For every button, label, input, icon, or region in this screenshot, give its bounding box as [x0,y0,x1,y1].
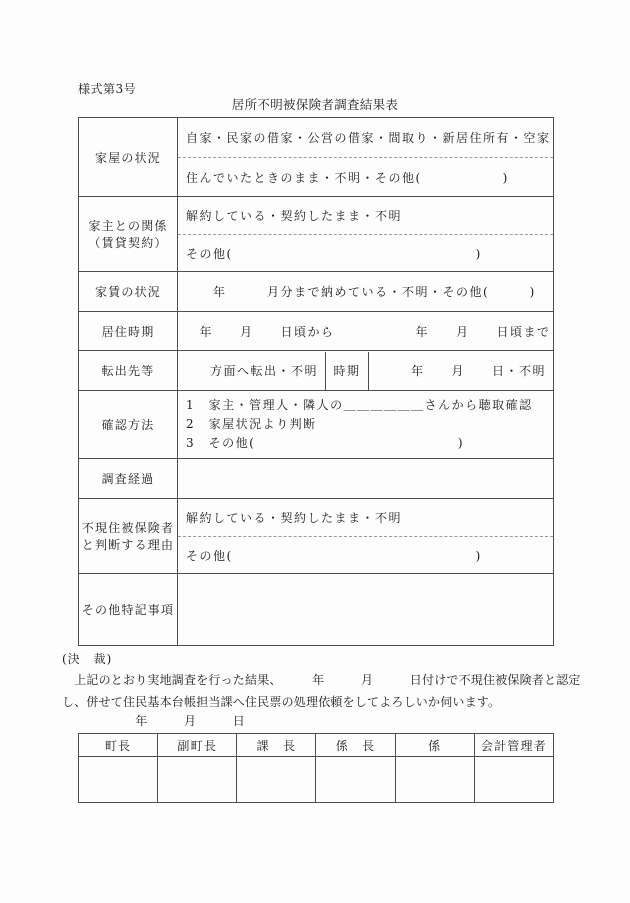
house-condition-state: 住んでいたときのまま・不明・その他( ) [178,157,553,196]
approval-header-accounting-manager: 会計管理者 [474,734,553,757]
approval-header-mayor: 町長 [79,734,158,757]
confirmation-method-item-3: 3 その他( ) [186,436,464,450]
approval-header-section-chief: 課 長 [237,734,316,757]
row-value-survey-progress [178,459,554,499]
landlord-relation-other: その他( ) [178,234,553,271]
row-label-house-condition: 家屋の状況 [79,118,178,197]
row-label-moveout-destination: 転出先等 [79,351,178,391]
moveout-direction-cell: 方面へ転出・不明 [178,352,326,390]
rent-status-options: 年 月分まで納めている・不明・その他( ) [186,285,536,299]
approval-signature-cell [316,757,395,803]
approval-signature-cell [158,757,237,803]
row-value-confirmation-method [178,391,554,459]
approval-signature-cell [395,757,474,803]
residence-period-dates: 年 月 日頃から 年 月 日頃まで [186,324,551,339]
approval-header-staff: 係 [395,734,474,757]
approval-signature-cell [79,757,158,803]
row-label-non-resident-reason [79,499,178,574]
row-value-other-notes [178,574,554,646]
non-resident-reason-label-line1: 不現住被保険者 [81,521,175,535]
approval-section-heading: (決 裁) [62,652,113,666]
row-confirmation-method [79,391,554,459]
approval-header-row [79,734,554,757]
row-residence-period [79,312,554,351]
row-non-resident-reason [79,499,554,574]
row-value-house-condition [178,118,554,197]
non-resident-reason-options: 解約している・契約したまま・不明 [186,511,403,525]
row-label-residence-period: 居住時期 [79,312,178,351]
document-title: 居所不明被保険者調査結果表 [231,97,399,112]
house-condition-options: 自家・民家の借家・公営の借家・間取り・新居住所有・空家 [186,131,551,145]
row-value-residence-period [178,312,554,351]
landlord-relation-options: 解約している・契約したまま・不明 [186,209,403,223]
row-value-landlord-relation [178,197,554,272]
row-survey-progress [79,459,554,499]
row-landlord-relation [79,197,554,272]
approval-stamp-table [78,733,554,803]
row-moveout-destination [79,351,554,391]
approval-signature-cell [237,757,316,803]
row-house-condition [79,118,554,197]
approval-signature-cell [474,757,553,803]
form-number-label: 様式第3号 [78,82,137,96]
confirmation-method-item-1: 1 家主・管理人・隣人の＿＿＿＿＿＿さんから聴取確認 [186,398,533,412]
confirmation-method-item-2: 2 家屋状況より判断 [186,417,317,431]
survey-result-table [78,117,554,646]
row-label-confirmation-method: 確認方法 [79,391,178,459]
approval-body-line-2: し、併せて住民基本台帳担当課へ住民票の処理依頼をしてよろしいか伺います。 [62,695,501,709]
row-label-landlord-relation [79,197,178,272]
approval-body-line-1: 上記のとおり実地調査を行った結果、 年 月 日付けで不現住被保険者と認定 [62,673,581,687]
row-label-rent-status: 家賃の状況 [79,272,178,312]
row-value-non-resident-reason [178,499,554,574]
non-resident-reason-label-line2: と判断する理由 [81,538,175,552]
row-value-moveout-destination [178,351,554,391]
row-label-survey-progress: 調査経過 [79,459,178,499]
landlord-relation-label-line2: （賃貸契約） [88,236,168,250]
approval-date-line: 年 月 日 [62,714,246,728]
approval-header-deputy-mayor: 副町長 [158,734,237,757]
approval-header-subsection-chief: 係 長 [316,734,395,757]
landlord-relation-label-line1: 家主との関係 [88,219,168,233]
non-resident-reason-other: その他( ) [178,536,553,573]
approval-signature-row [79,757,554,803]
row-value-rent-status [178,272,554,312]
row-other-notes [79,574,554,646]
row-rent-status [79,272,554,312]
row-label-other-notes: その他特記事項 [79,574,178,646]
moveout-date-cell: 年 月 日・不明 [410,364,546,378]
moveout-time-label-cell: 時期 [326,352,369,390]
